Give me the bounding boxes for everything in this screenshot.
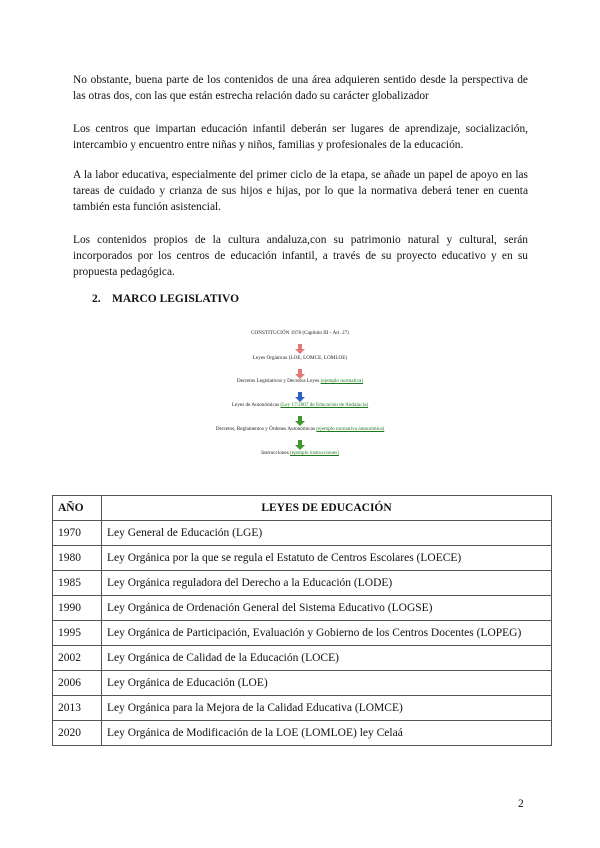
- law-cell: Ley Orgánica de Modificación de la LOE (LOMLOE) ley Celaá: [102, 721, 552, 746]
- law-cell: Ley Orgánica reguladora del Derecho a la Educación (LODE): [102, 571, 552, 596]
- table-row: [53, 646, 552, 671]
- law-cell: Ley Orgánica de Participación, Evaluación y Gobierno de los Centros Docentes (LOPEG): [102, 621, 552, 646]
- diagram-link[interactable]: (Ley 17/2007 de Educación de Andalucía): [280, 402, 369, 408]
- paragraph-cultura-andaluza: Los contenidos propios de la cultura andaluza,con su patrimonio natural y cultural, serán incorporados por los centros de educación infantil, a través de su proyecto educativo y en su propuesta pedagógica.: [73, 234, 528, 279]
- year-cell: 1990: [53, 596, 102, 621]
- table-row: [53, 671, 552, 696]
- law-cell: Ley Orgánica de Ordenación General del Sistema Educativo (LOGSE): [102, 596, 552, 621]
- header-laws: LEYES DE EDUCACIÓN: [102, 496, 552, 521]
- paragraph-labor-educativa: A la labor educativa, especialmente del primer ciclo de la etapa, se añade un papel de apoyo en las tareas de cuidado y crianza de sus hijos e hijas, por lo que la normativa deberá tener en cuenta también esta función asistencial.: [73, 169, 528, 214]
- table-row: [53, 596, 552, 621]
- diagram-level: Leyes Orgánicas (LOE, LOMCE, LOMLOE): [252, 355, 348, 361]
- diagram-link[interactable]: (ejemplo normativa): [320, 378, 364, 384]
- law-cell: Ley Orgánica de Educación (LOE): [102, 671, 552, 696]
- section-heading: [92, 293, 239, 305]
- year-cell: 1970: [53, 521, 102, 546]
- diagram-level: Decretos Legislativos y Decretos Leyes (ejemplo normativa): [236, 378, 364, 384]
- year-cell: 2020: [53, 721, 102, 746]
- section-title: MARCO LEGISLATIVO: [112, 293, 240, 305]
- diagram-link[interactable]: (ejemplo normativa autonómica): [316, 426, 385, 432]
- paragraph-centros: Los centros que impartan educación infantil deberán ser lugares de aprendizaje, socialización, intercambio y encuentro entre niñas y niños, familias y profesionales de la educación.: [73, 123, 528, 152]
- education-laws-table: [52, 495, 552, 746]
- arrow-down-icon: [295, 392, 305, 402]
- legislative-hierarchy-diagram: [200, 330, 400, 462]
- table-row: [53, 571, 552, 596]
- diagram-level: Leyes de Autonómicas (Ley 17/2007 de Educación de Andalucía): [231, 402, 369, 408]
- year-cell: 2006: [53, 671, 102, 696]
- law-cell: Ley General de Educación (LGE): [102, 521, 552, 546]
- table-row: [53, 721, 552, 746]
- section-number: 2.: [92, 293, 101, 305]
- paragraph-globalizador: No obstante, buena parte de los contenidos de una área adquieren sentido desde la perspectiva de las otras dos, con las que están estrecha relación dado su carácter globalizador: [73, 74, 528, 103]
- law-cell: Ley Orgánica por la que se regula el Estatuto de Centros Escolares (LOECE): [102, 546, 552, 571]
- header-year: AÑO: [53, 496, 102, 521]
- table-header-row: [53, 496, 552, 521]
- year-cell: 2002: [53, 646, 102, 671]
- diagram-level: Decretos, Reglamentos y Órdenes Autonómicas (ejemplo normativa autonómica): [215, 426, 385, 432]
- law-cell: Ley Orgánica de Calidad de la Educación (LOCE): [102, 646, 552, 671]
- diagram-level: Instrucciones (ejemplo instrucciones): [261, 450, 339, 456]
- table-row: [53, 546, 552, 571]
- arrow-down-icon: [295, 416, 305, 426]
- year-cell: 1995: [53, 621, 102, 646]
- year-cell: 1985: [53, 571, 102, 596]
- law-cell: Ley Orgánica para la Mejora de la Calidad Educativa (LOMCE): [102, 696, 552, 721]
- page-number: 2: [518, 798, 524, 810]
- table-row: [53, 521, 552, 546]
- arrow-down-icon: [295, 440, 305, 450]
- table-row: [53, 621, 552, 646]
- year-cell: 1980: [53, 546, 102, 571]
- table-row: [53, 696, 552, 721]
- diagram-level: CONSTITUCIÓN 1978 (Capítulo III - Art. 27): [251, 330, 349, 336]
- arrow-down-icon: [295, 344, 305, 354]
- diagram-link[interactable]: (ejemplo instrucciones): [290, 450, 339, 456]
- year-cell: 2013: [53, 696, 102, 721]
